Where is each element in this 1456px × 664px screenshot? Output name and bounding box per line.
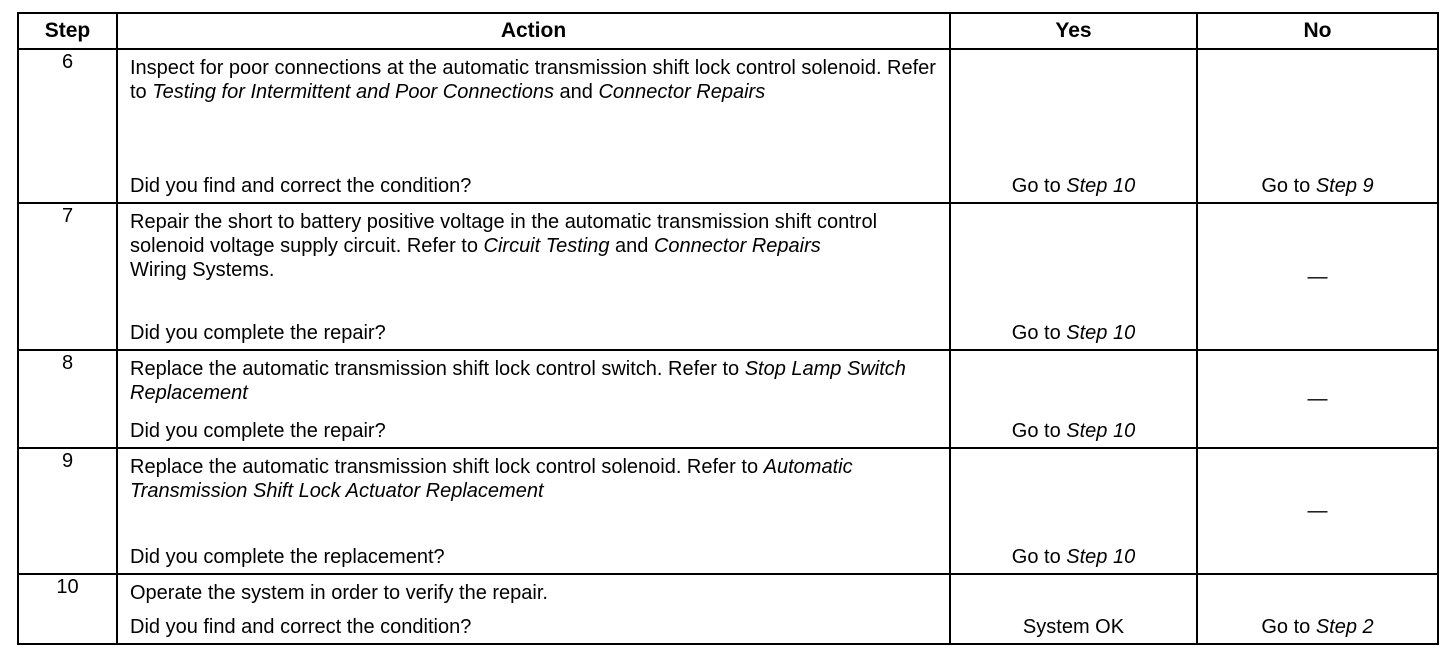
yes-result: Go to Step 10 [1011,175,1136,197]
no-cell [1197,448,1438,574]
reference-link: Automatic Transmission Shift Lock Actuator Replacement [130,456,853,502]
action-question: Did you find and correct the condition? [130,175,472,197]
action-question: Did you complete the repair? [130,420,386,442]
reference-link: Connector Repairs [653,235,821,257]
yes-result: Go to Step 10 [1011,322,1136,344]
yes-cell [950,574,1197,644]
header-action: Action [117,13,950,49]
action-question: Did you find and correct the condition? [130,616,472,638]
yes-result: Go to Step 10 [1011,420,1136,442]
header-step: Step [18,13,117,49]
yes-result: Go to Step 10 [1011,546,1136,568]
action-cell [117,49,950,203]
action-text: Repair the short to battery positive voltage in the automatic transmission shift control solenoid voltage supply circuit. Refer to Circuit Testing and Connector Repairs Wiring Systems. [130,211,878,281]
action-cell [117,448,950,574]
reference-link: Circuit Testing [483,235,610,257]
action-cell [117,574,950,644]
action-text: Replace the automatic transmission shift lock control switch. Refer to Stop Lamp Switch Replacement [130,358,906,404]
yes-cell [950,448,1197,574]
no-result: — [1307,265,1328,288]
no-cell [1197,350,1438,448]
action-question: Did you complete the replacement? [130,546,445,568]
step-number: 8 [18,350,117,448]
reference-link: Stop Lamp Switch Replacement [130,358,906,404]
yes-result: System OK [1022,616,1125,638]
header-row [18,13,1438,49]
no-result: Go to Step 2 [1261,616,1374,638]
action-text: Replace the automatic transmission shift lock control solenoid. Refer to Automatic Transmission Shift Lock Actuator Replacement [130,456,853,502]
yes-cell [950,350,1197,448]
no-result: Go to Step 9 [1261,175,1374,197]
action-text: Operate the system in order to verify the repair. [130,582,548,604]
reference-link: Connector Repairs [598,81,766,103]
table-row [18,49,1438,203]
action-question: Did you complete the repair? [130,322,386,344]
step-number: 7 [18,203,117,350]
action-cell [117,350,950,448]
no-result: — [1307,500,1328,522]
header-yes: Yes [950,13,1197,49]
step-number: 9 [18,448,117,574]
reference-link: Testing for Intermittent and Poor Connections [152,81,554,103]
header-no: No [1197,13,1438,49]
no-cell [1197,203,1438,350]
yes-cell [950,203,1197,350]
yes-cell [950,49,1197,203]
step-number: 6 [18,49,117,203]
diagnostic-table [17,12,1439,645]
step-number: 10 [18,574,117,644]
table-row [18,448,1438,574]
no-result: — [1307,388,1328,410]
no-cell [1197,49,1438,203]
no-cell [1197,574,1438,644]
action-text: Inspect for poor connections at the automatic transmission shift lock control solenoid. Refer to Testing for Intermittent and Poor Connections and Connector Repairs [130,57,936,103]
table-row [18,574,1438,644]
table-row [18,350,1438,448]
table-row [18,203,1438,350]
action-cell [117,203,950,350]
